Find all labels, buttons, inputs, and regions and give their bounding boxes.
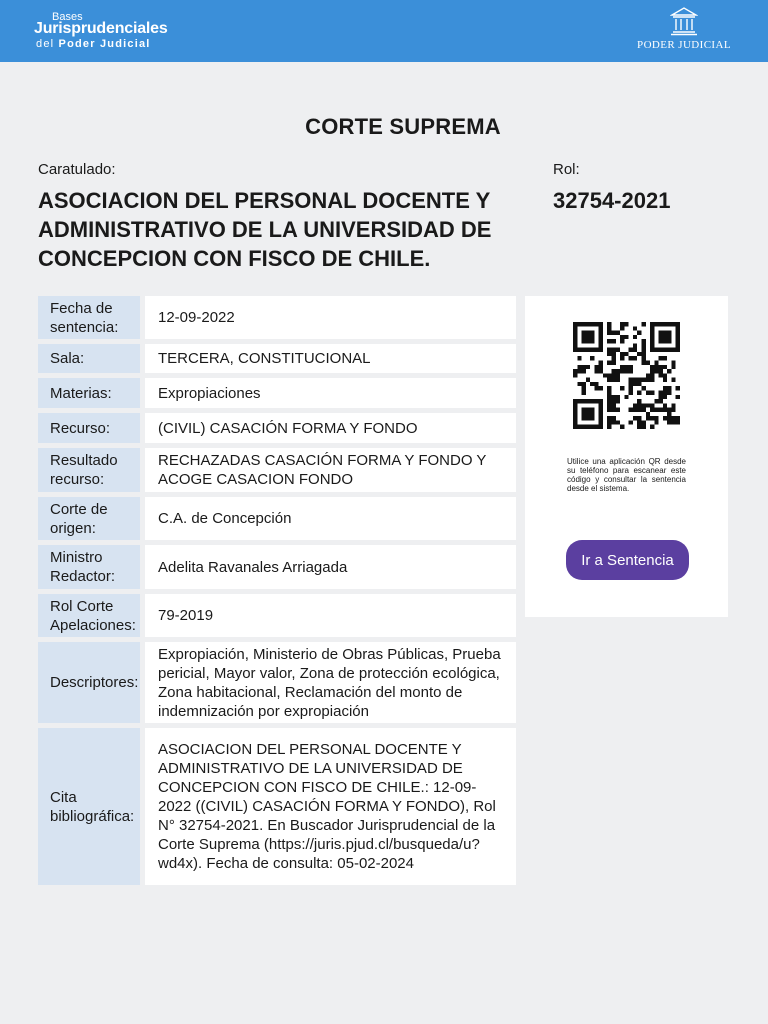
row-value: Expropiación, Ministerio de Obras Públicas, Prueba pericial, Mayor valor, Zona de protección ecológica, Zona habitacional, Reclamación del monto de indemnización por expropiación [145, 642, 516, 723]
brand-line2: Jurisprudenciales [34, 20, 168, 37]
row-value: 12-09-2022 [145, 296, 516, 339]
table-row [38, 728, 516, 885]
row-value: ASOCIACION DEL PERSONAL DOCENTE Y ADMINISTRATIVO DE LA UNIVERSIDAD DE CONCEPCION CON FISCO DE CHILE.: 12-09-2022 ((CIVIL) CASACIÓN FORMA Y FONDO), Rol N° 32754-2021. En Buscador Jurisprudencial de la Corte Suprema (https://juris.pjud.cl/busqueda/u?wd4x). Fecha de consulta: 05-02-2024 [145, 728, 516, 885]
poder-judicial-logo[interactable] [632, 4, 736, 56]
row-label: Materias: [38, 378, 140, 408]
qr-panel [525, 296, 728, 617]
table-row [38, 448, 516, 492]
row-value: RECHAZADAS CASACIÓN FORMA Y FONDO Y ACOGE CASACION FONDO [145, 448, 516, 492]
table-row [38, 344, 516, 373]
table-row [38, 497, 516, 540]
row-value: Expropiaciones [145, 378, 516, 408]
rol-value: 32754-2021 [553, 188, 671, 213]
row-label: Ministro Redactor: [38, 545, 140, 589]
row-label: Fecha de sentencia: [38, 296, 140, 339]
row-label: Corte de origen: [38, 497, 140, 540]
row-label: Cita bibliográfica: [38, 728, 140, 885]
row-value: C.A. de Concepción [145, 497, 516, 540]
row-value: (CIVIL) CASACIÓN FORMA Y FONDO [145, 413, 516, 443]
row-label: Sala: [38, 344, 140, 373]
table-row [38, 642, 516, 723]
row-value: TERCERA, CONSTITUCIONAL [145, 344, 516, 373]
details-table [38, 296, 516, 890]
caratulado-value: ASOCIACION DEL PERSONAL DOCENTE Y ADMINISTRATIVO DE LA UNIVERSIDAD DE CONCEPCION CON FISCO DE CHILE. [38, 188, 492, 271]
row-label: Rol Corte Apelaciones: [38, 594, 140, 637]
caratulado-label: Caratulado: [38, 161, 116, 178]
table-row [38, 296, 516, 339]
row-value: 79-2019 [145, 594, 516, 637]
table-row [38, 594, 516, 637]
qr-instructions: Utilice una aplicación QR desde su teléfono para escanear este código y consultar la sentencia desde el sistema. [567, 457, 686, 493]
top-bar [0, 0, 768, 62]
table-row [38, 545, 516, 589]
court-title: CORTE SUPREMA [305, 114, 501, 139]
institution-name: PODER JUDICIAL [637, 39, 731, 51]
go-to-sentence-button[interactable]: Ir a Sentencia [566, 540, 689, 580]
table-row [38, 413, 516, 443]
brand-line3: del Poder Judicial [36, 38, 151, 50]
table-row [38, 378, 516, 408]
rol-label: Rol: [553, 161, 580, 178]
courthouse-icon [670, 6, 698, 36]
brand-line1: Bases [52, 11, 83, 23]
row-label: Descriptores: [38, 642, 140, 723]
row-value: Adelita Ravanales Arriagada [145, 545, 516, 589]
row-label: Recurso: [38, 413, 140, 443]
qr-code-icon[interactable] [573, 322, 680, 429]
row-label: Resultado recurso: [38, 448, 140, 492]
